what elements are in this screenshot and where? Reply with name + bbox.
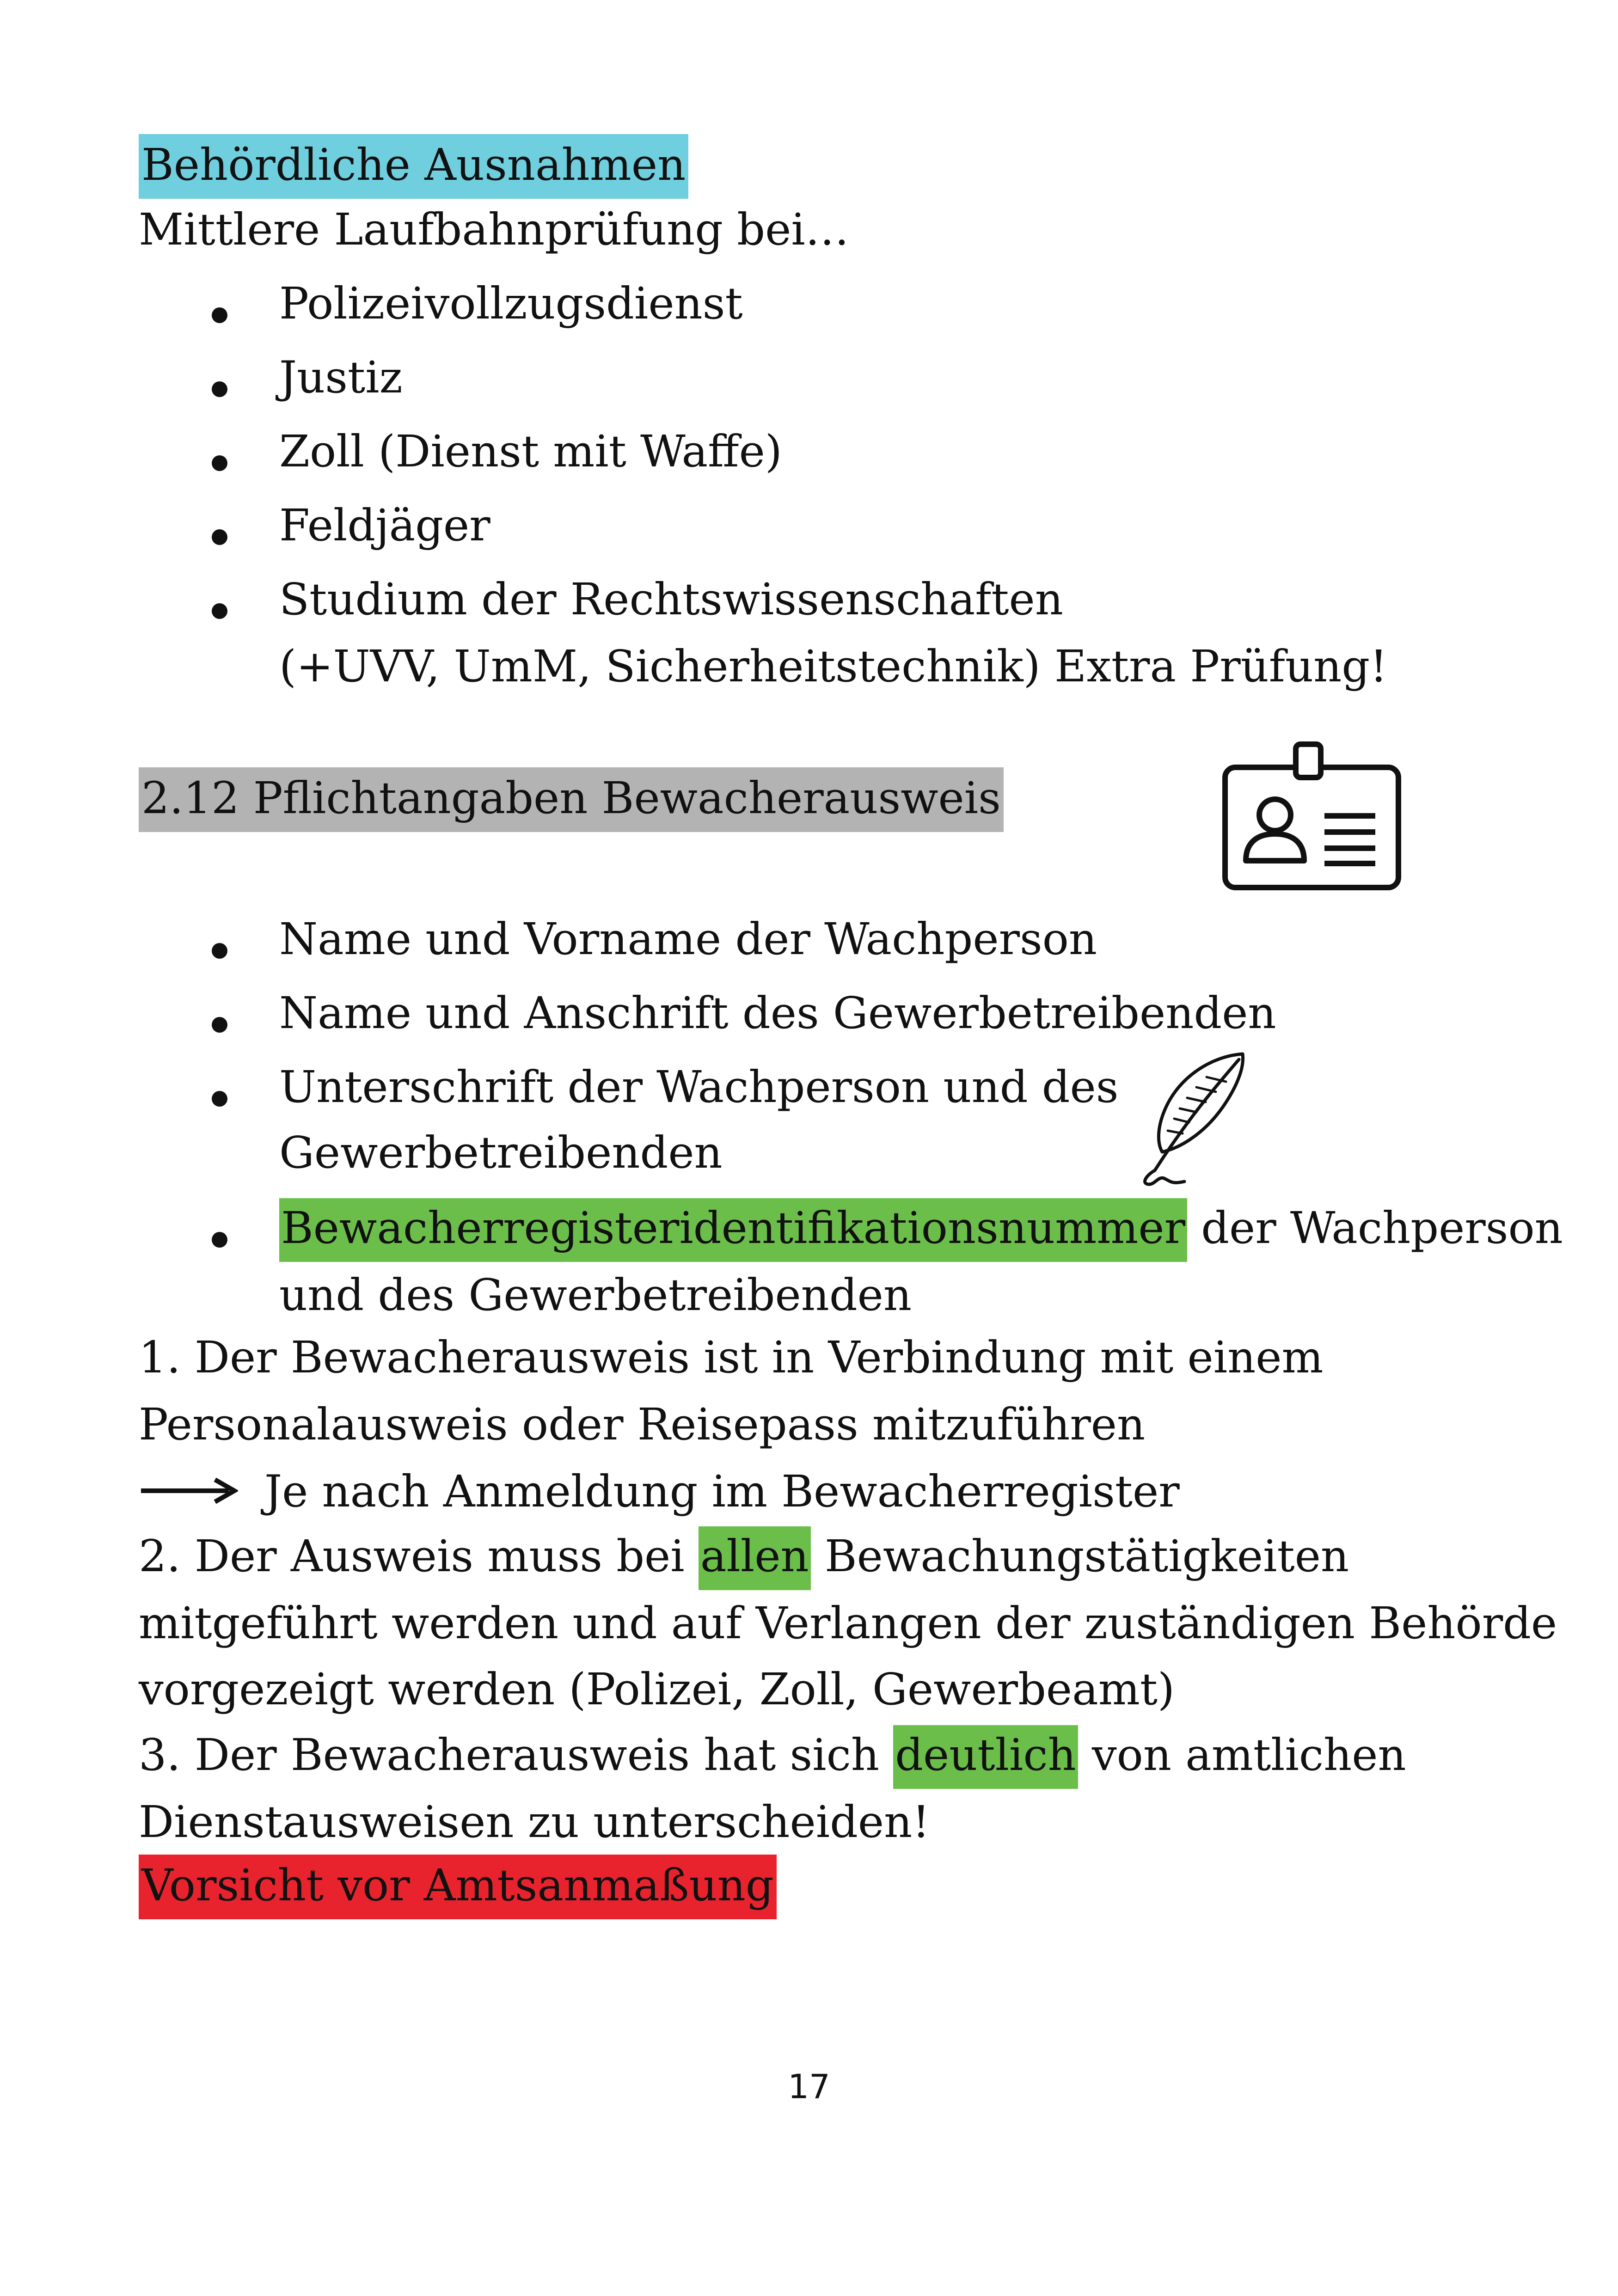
rule-2-post: Bewachungstätigkeiten — [810, 1531, 1349, 1582]
section-heading-id-card — [139, 773, 1004, 824]
list-item-text-continued: und des Gewerbetreibenden — [279, 1270, 912, 1321]
long-arrow-right-icon — [141, 1477, 238, 1505]
list-item-text-rest: der Wachperson — [1187, 1203, 1563, 1254]
list-item-text: Unterschrift der Wachperson und des — [279, 1062, 1119, 1113]
list-item-text: Zoll (Dienst mit Waffe) — [279, 426, 782, 477]
registry-number-highlight: Bewacherregisteridentifikationsnummer — [279, 1198, 1187, 1262]
id-badge-icon — [1220, 740, 1405, 897]
list-item-text-continued: Gewerbetreibenden — [279, 1127, 723, 1178]
rule-3-post: von amtlichen — [1078, 1730, 1406, 1781]
bullet-icon — [212, 381, 227, 397]
bullet-icon — [212, 603, 227, 619]
list-item-text: Studium der Rechtswissenschaften — [279, 574, 1063, 625]
bullet-icon — [212, 943, 227, 959]
intro-text: Mittlere Laufbahnprüfung bei… — [139, 204, 849, 255]
list-item-text: Name und Vorname der Wachperson — [279, 914, 1097, 965]
bullet-icon — [212, 1091, 227, 1107]
list-item-text: Polizeivollzugsdienst — [279, 278, 743, 329]
allen-highlight: allen — [699, 1526, 811, 1590]
rule-3-text-continued: Dienstausweisen zu unterscheiden! — [139, 1797, 930, 1848]
page-number: 17 — [788, 2067, 830, 2106]
rule-2-pre: 2. Der Ausweis muss bei — [139, 1531, 699, 1582]
list-item-text-continued: (+UVV, UmM, Sicherheitstechnik) Extra Prüfung! — [279, 641, 1388, 692]
rule-2-text — [139, 1531, 1349, 1582]
quill-pen-icon — [1128, 1049, 1253, 1188]
heading-highlight: Behördliche Ausnahmen — [139, 134, 688, 199]
arrow-note: Je nach Anmeldung im Bewacherregister — [264, 1466, 1180, 1517]
list-item-text: Justiz — [279, 352, 403, 403]
rule-2-text-continued-2: vorgezeigt werden (Polizei, Zoll, Gewerbeamt) — [139, 1664, 1175, 1715]
warning-line — [139, 1860, 777, 1911]
list-item-text: Name und Anschrift des Gewerbetreibenden — [279, 988, 1276, 1039]
bullet-icon — [212, 307, 227, 323]
bullet-icon — [212, 1232, 227, 1248]
bullet-icon — [212, 455, 227, 471]
section-heading-exceptions — [139, 140, 688, 190]
bullet-icon — [212, 1017, 227, 1033]
rule-3-pre: 3. Der Bewacherausweis hat sich — [139, 1730, 894, 1781]
rule-3-text — [139, 1730, 1406, 1781]
deutlich-highlight: deutlich — [893, 1725, 1078, 1789]
list-item-text — [279, 1203, 1563, 1254]
rule-1-text-continued: Personalausweis oder Reisepass mitzuführen — [139, 1399, 1146, 1450]
rule-1-text: 1. Der Bewacherausweis ist in Verbindung mit einem — [139, 1332, 1324, 1383]
heading-highlight: 2.12 Pflichtangaben Bewacherausweis — [139, 767, 1004, 832]
warning-highlight: Vorsicht vor Amtsanmaßung — [139, 1855, 777, 1919]
bullet-icon — [212, 529, 227, 545]
rule-2-text-continued: mitgeführt werden und auf Verlangen der zuständigen Behörde — [139, 1598, 1557, 1649]
list-item-text: Feldjäger — [279, 500, 490, 551]
